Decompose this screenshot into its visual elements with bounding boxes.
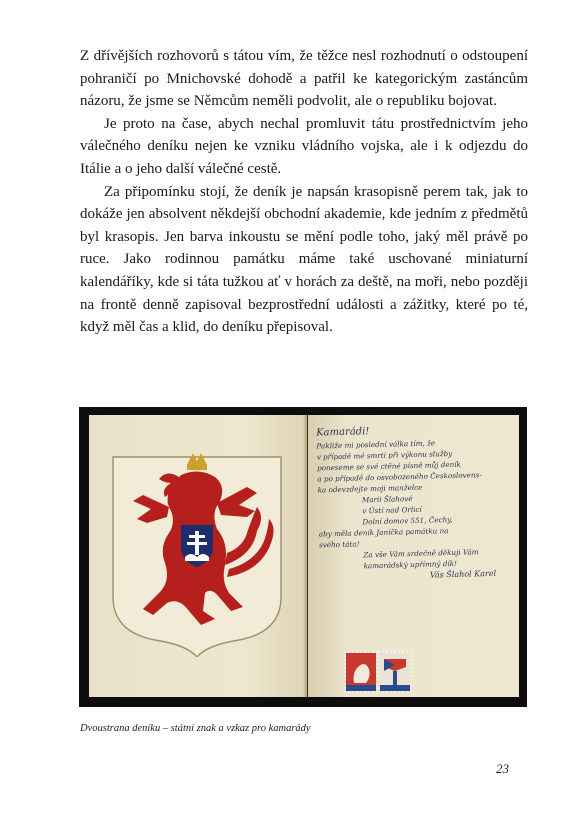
note-closing-line: Za vše Vám srdečně děkuji Vám bbox=[363, 547, 479, 560]
body-text bbox=[80, 45, 528, 339]
note-address-line: Dolní domov 551, Čechy, bbox=[362, 514, 453, 527]
note-line: v případě mé smrti při výkonu služby bbox=[316, 448, 453, 462]
coat-of-arms-icon bbox=[107, 447, 287, 657]
photo-caption: Dvoustrana deníku – státní znak a vzkaz pro kamarády bbox=[80, 723, 311, 734]
note-closing-line: kamarádský upřímný dík! bbox=[363, 558, 458, 571]
note-address-line: Marii Šlahové bbox=[361, 494, 413, 505]
diary-right-page bbox=[308, 415, 519, 697]
stamp-flag bbox=[378, 651, 412, 693]
note-greeting: Kamarádi! bbox=[315, 426, 370, 439]
crown-icon bbox=[187, 453, 207, 470]
handwritten-note bbox=[316, 423, 512, 584]
note-line: ka odevzdejte moji manželce bbox=[317, 482, 423, 495]
shield-icon bbox=[181, 525, 213, 567]
diary-left-page bbox=[89, 415, 307, 697]
note-address-line: v Ústí nad Orlicí bbox=[362, 504, 422, 516]
flag-stamp-icon bbox=[380, 653, 410, 691]
note-line: a po případě do osvobozeného Českoslovens- bbox=[317, 470, 482, 484]
note-signature: Vás Šlahol Karel bbox=[429, 568, 497, 580]
diary-photo bbox=[79, 407, 527, 707]
lion-stamp-icon bbox=[346, 653, 376, 691]
note-closing-line: aby měla deník Janíčka památku na bbox=[318, 526, 449, 539]
page-number: 23 bbox=[496, 761, 509, 776]
paragraph: Z dřívějších rozhovorů s tátou vím, že těžce nesl rozhodnutí o odstoupení pohraničí po Mnichovské dohodě a patřil ke kategorickým zastáncům názoru, že jsme se Němcům neměli podvolit, ale o republiku bojovat. bbox=[80, 48, 528, 110]
paragraph: Je proto na čase, abych nechal promluvit tátu prostřednictvím jeho válečného deníku nejen ke vzniku vládního vojska, ale i k odjezdu do Itálie a o jeho další válečné cestě. bbox=[80, 115, 528, 177]
note-closing-line: svého táta! bbox=[318, 539, 360, 550]
note-line: Pakliže mi poslední válka tím, že bbox=[316, 438, 436, 451]
note-line: poneseme se své ctěné písně můj deník bbox=[316, 459, 461, 473]
paragraph: Za připomínku stojí, že deník je napsán krasopisně perem tak, jak to dokáže jen absolvent někdejší obchodní akademie, kde jedním z předmětů byl krasopis. Jen barva inkoustu se mění podle toho, jaký měl právě po ruce. Jako rodinnou památku máme také uschované miniaturní kalendáříky, kde si táta tužkou ať v horách za deště, na moři, nebo později na frontě denně zapisoval bezprostřední události a zážitky, které po té, když měl čas a klid, do deníku přepisoval. bbox=[80, 183, 528, 336]
stamp-lion bbox=[344, 651, 378, 693]
